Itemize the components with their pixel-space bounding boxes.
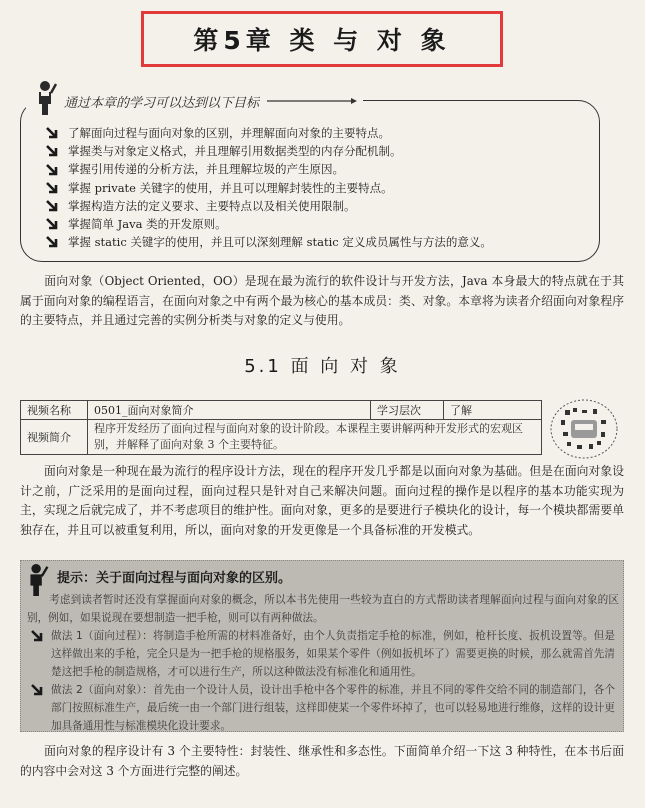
- arrow-bullet-icon: [46, 182, 58, 194]
- level-label: 学习层次: [371, 401, 444, 420]
- list-item: 做法 1（面向过程）：将制造手枪所需的材料准备好，由个人负责指定手枪的标准，例如，枪杆长度、扳机设置等。但是这样做出来的手枪，完全只是为一把手枪的规格服务，如果某个零件（例如扳机坏了）需要更换的时候，那么就需首先清楚这把手枪的制造规格，才可以进行生产，所以这种做法没有标准化和通用性。: [31, 627, 615, 681]
- video-info-table: [20, 400, 542, 455]
- video-intro-value: 程序开发经历了面向过程与面向对象的设计阶段。本课程主要讲解两种开发形式的宏观区别，并解释了面向对象 3 个主要特征。: [88, 420, 542, 455]
- objectives-header: [26, 90, 363, 112]
- arrow-bullet-icon: [46, 218, 58, 230]
- level-value: 了解: [444, 401, 542, 420]
- list-item: 掌握引用传递的分析方法，并且理解垃圾的产生原因。: [46, 160, 492, 178]
- person-icon: [32, 80, 58, 116]
- objectives-heading: 通过本章的学习可以达到以下目标: [64, 95, 260, 111]
- arrow-bullet-icon: [46, 164, 58, 176]
- intro-paragraph: 面向对象（Object Oriented，OO）是现在最为流行的软件设计与开发方法，Java 本身最大的特点就在于其属于面向对象的编程语言，在面向对象之中有两个最为核心的基本成员：类、对象。本章将为读者介绍面向对象程序的主要特点，并且通过完善的实例分析类与对象的定义与使用。: [20, 274, 624, 327]
- list-item: 掌握简单 Java 类的开发原则。: [46, 215, 492, 233]
- arrow-bullet-icon: [46, 145, 58, 157]
- list-item: 掌握类与对象定义格式，并且理解引用数据类型的内存分配机制。: [46, 142, 492, 160]
- arrow-bullet-icon: [31, 630, 43, 642]
- heading-rule: [267, 98, 357, 104]
- body-paragraph-1: 面向对象是一种现在最为流行的程序设计方法，现在的程序开发几乎都是以面向对象为基础。但是在面向对象设计之前，广泛采用的是面向过程，面向过程只是针对自己来解决问题。面向过程的操作是以程序的基本功能实现为主，实现之后就完成了，并不考虑项目的维护性。面向对象，更多的是要进行子模块化的设计，每一个模块都需要单独存在，并且可以被重复利用，所以，面向对象的开发更像是一个具备标准的开发模式。: [20, 464, 624, 537]
- video-name-label: 视频名称: [21, 401, 88, 420]
- video-name-value: 0501_面向对象简介: [88, 401, 371, 420]
- video-intro-label: 视频简介: [21, 420, 88, 455]
- arrow-bullet-icon: [31, 684, 43, 696]
- list-item: 掌握构造方法的定义要求、主要特点以及相关使用限制。: [46, 197, 492, 215]
- section-title: 5.1 面 向 对 象: [244, 356, 401, 377]
- list-item: 掌握 static 关键字的使用，并且可以深刻理解 static 定义成员属性与方法的意义。: [46, 233, 492, 251]
- tip-box: [20, 560, 624, 732]
- arrow-bullet-icon: [46, 236, 58, 248]
- tip-title: 提示：关于面向过程与面向对象的区别。: [57, 571, 292, 586]
- list-item: 掌握 private 关键字的使用，并且可以理解封装性的主要特点。: [46, 179, 492, 197]
- arrow-bullet-icon: [46, 200, 58, 212]
- tip-intro: 考虑到读者暂时还没有掌握面向对象的概念，所以本书先使用一些较为直白的方式帮助读者理解面向过程与面向对象的区别，例如，如果说现在要想制造一把手枪，则可以有两种做法。: [27, 594, 619, 624]
- chapter-title: 第5章 类 与 对 象: [193, 26, 451, 55]
- body-paragraph-2: 面向对象的程序设计有 3 个主要特性：封装性、继承性和多态性。下面简单介绍一下这 3 种特性，在本书后面的内容中会对这 3 个方面进行完整的阐述。: [20, 744, 624, 778]
- list-item: 了解面向过程与面向对象的区别，并理解面向对象的主要特点。: [46, 124, 492, 142]
- list-item: 做法 2（面向对象）：首先由一个设计人员，设计出手枪中各个零件的标准，并且不同的零件交给不同的制造部门，各个部门按照标准生产，最后统一由一个部门进行组装，这样即使某一个零件坏掉了，也可以轻易地进行维修，这样的设计更加具备通用性与标准模块化设计要求。: [31, 681, 615, 735]
- qr-code-icon[interactable]: [549, 398, 619, 460]
- arrow-bullet-icon: [46, 127, 58, 139]
- chapter-title-box: [141, 11, 503, 67]
- objectives-list: [46, 124, 492, 251]
